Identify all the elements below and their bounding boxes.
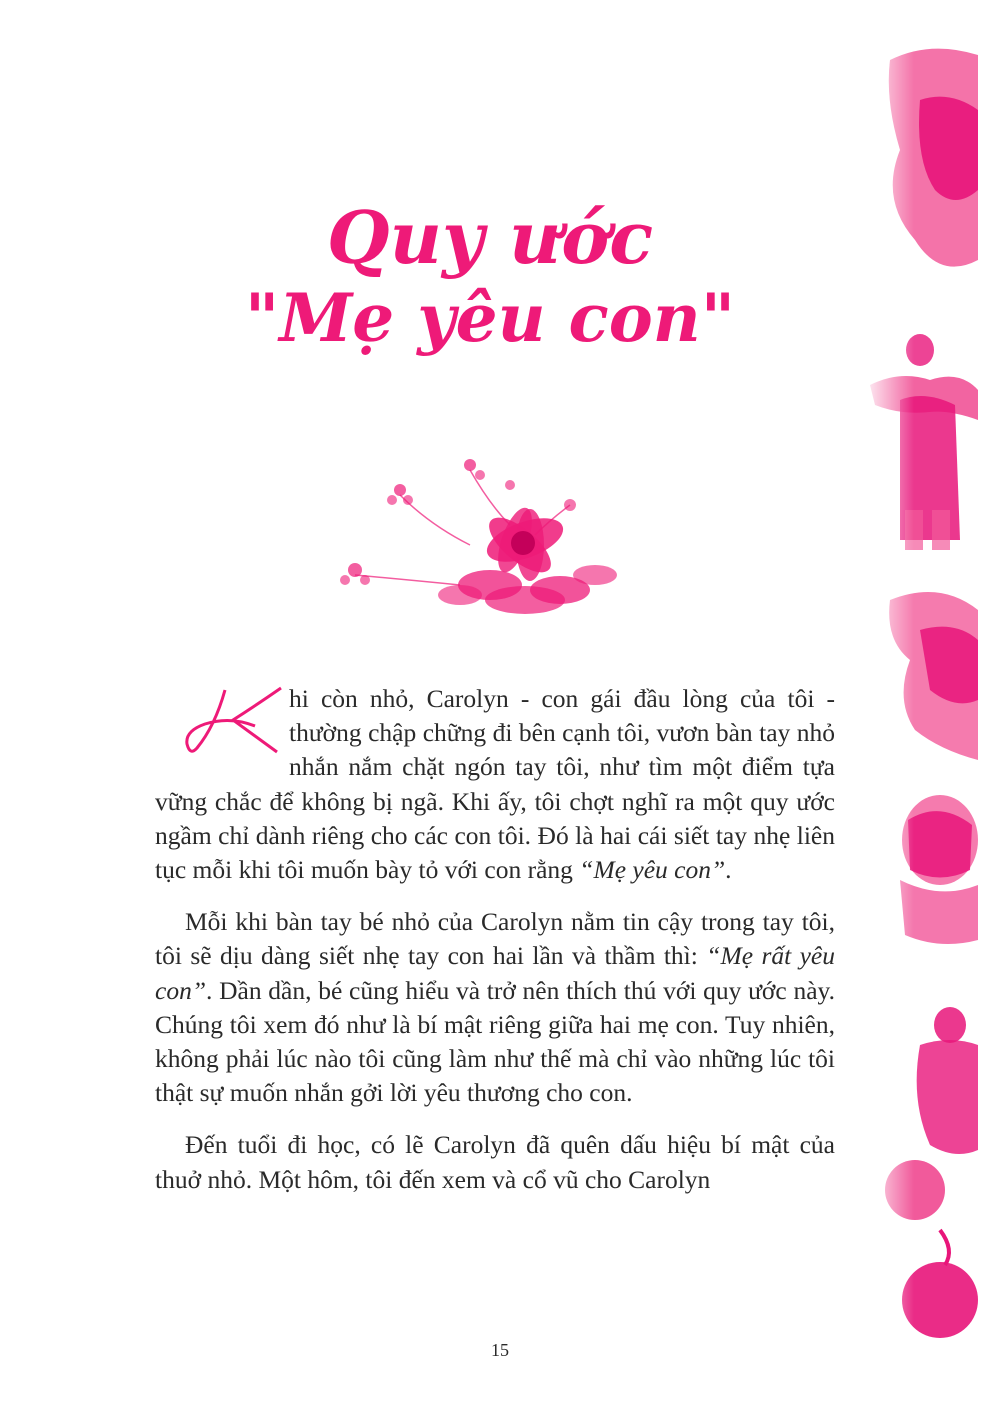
side-photo-strip: [860, 40, 980, 1370]
paragraph-2-start: Mỗi khi bàn tay bé nhỏ của Carolyn nằm tin cậy trong tay tôi, tôi sẽ dịu dàng siết nhẹ tay con hai lần và thầm thì:: [155, 907, 835, 971]
paragraph-2-rest: . Dần dần, bé cũng hiểu và trở nên thích thú với quy ước này. Chúng tôi xem đó như là bí mật riêng giữa hai mẹ con. Tuy nhiên, không phải lúc nào tôi cũng làm như thế mà chỉ vào những lúc tôi thật sự muốn nhắn gởi lời yêu thương cho con.: [155, 975, 835, 1108]
paragraph-1-end: .: [725, 855, 732, 885]
chapter-title: [210, 195, 770, 357]
side-photo-illustration: [860, 40, 980, 1370]
page-number: 15: [491, 1340, 509, 1360]
paragraph-1-text: hi còn nhỏ, Carolyn - con gái đầu lòng của tôi - thường chập chững đi bên cạnh tôi, vươn bàn tay nhỏ nhắn nắm chặt ngón tay tôi, như tìm một điểm tựa vững chắc để không bị ngã. Khi ấy, tôi chợt nghĩ ra một quy ước ngầm chỉ dành riêng cho các con tôi. Đó là hai cái siết tay nhẹ liên tục mỗi khi tôi muốn bày tỏ với con rằng: [155, 684, 835, 885]
title-line-1: Quy ước: [326, 195, 654, 280]
paragraph-1-quote: “Mẹ yêu con”: [579, 855, 726, 885]
title-line-2: "Mẹ yêu con": [244, 278, 736, 357]
dropcap-k-icon: [185, 686, 283, 756]
flower-ornament: [320, 445, 660, 630]
paragraph-1: [155, 682, 835, 887]
dropcap: [185, 686, 283, 756]
flower-icon: [320, 445, 660, 630]
body-text: [155, 682, 835, 1215]
paragraph-3: Đến tuổi đi học, có lẽ Carolyn đã quên dấu hiệu bí mật của thuở nhỏ. Một hôm, tôi đến xem và cổ vũ cho Carolyn: [155, 1130, 835, 1194]
paragraph-2: [155, 905, 835, 1110]
paragraph-2-quote: “Mẹ rất yêu con”: [155, 941, 835, 1005]
